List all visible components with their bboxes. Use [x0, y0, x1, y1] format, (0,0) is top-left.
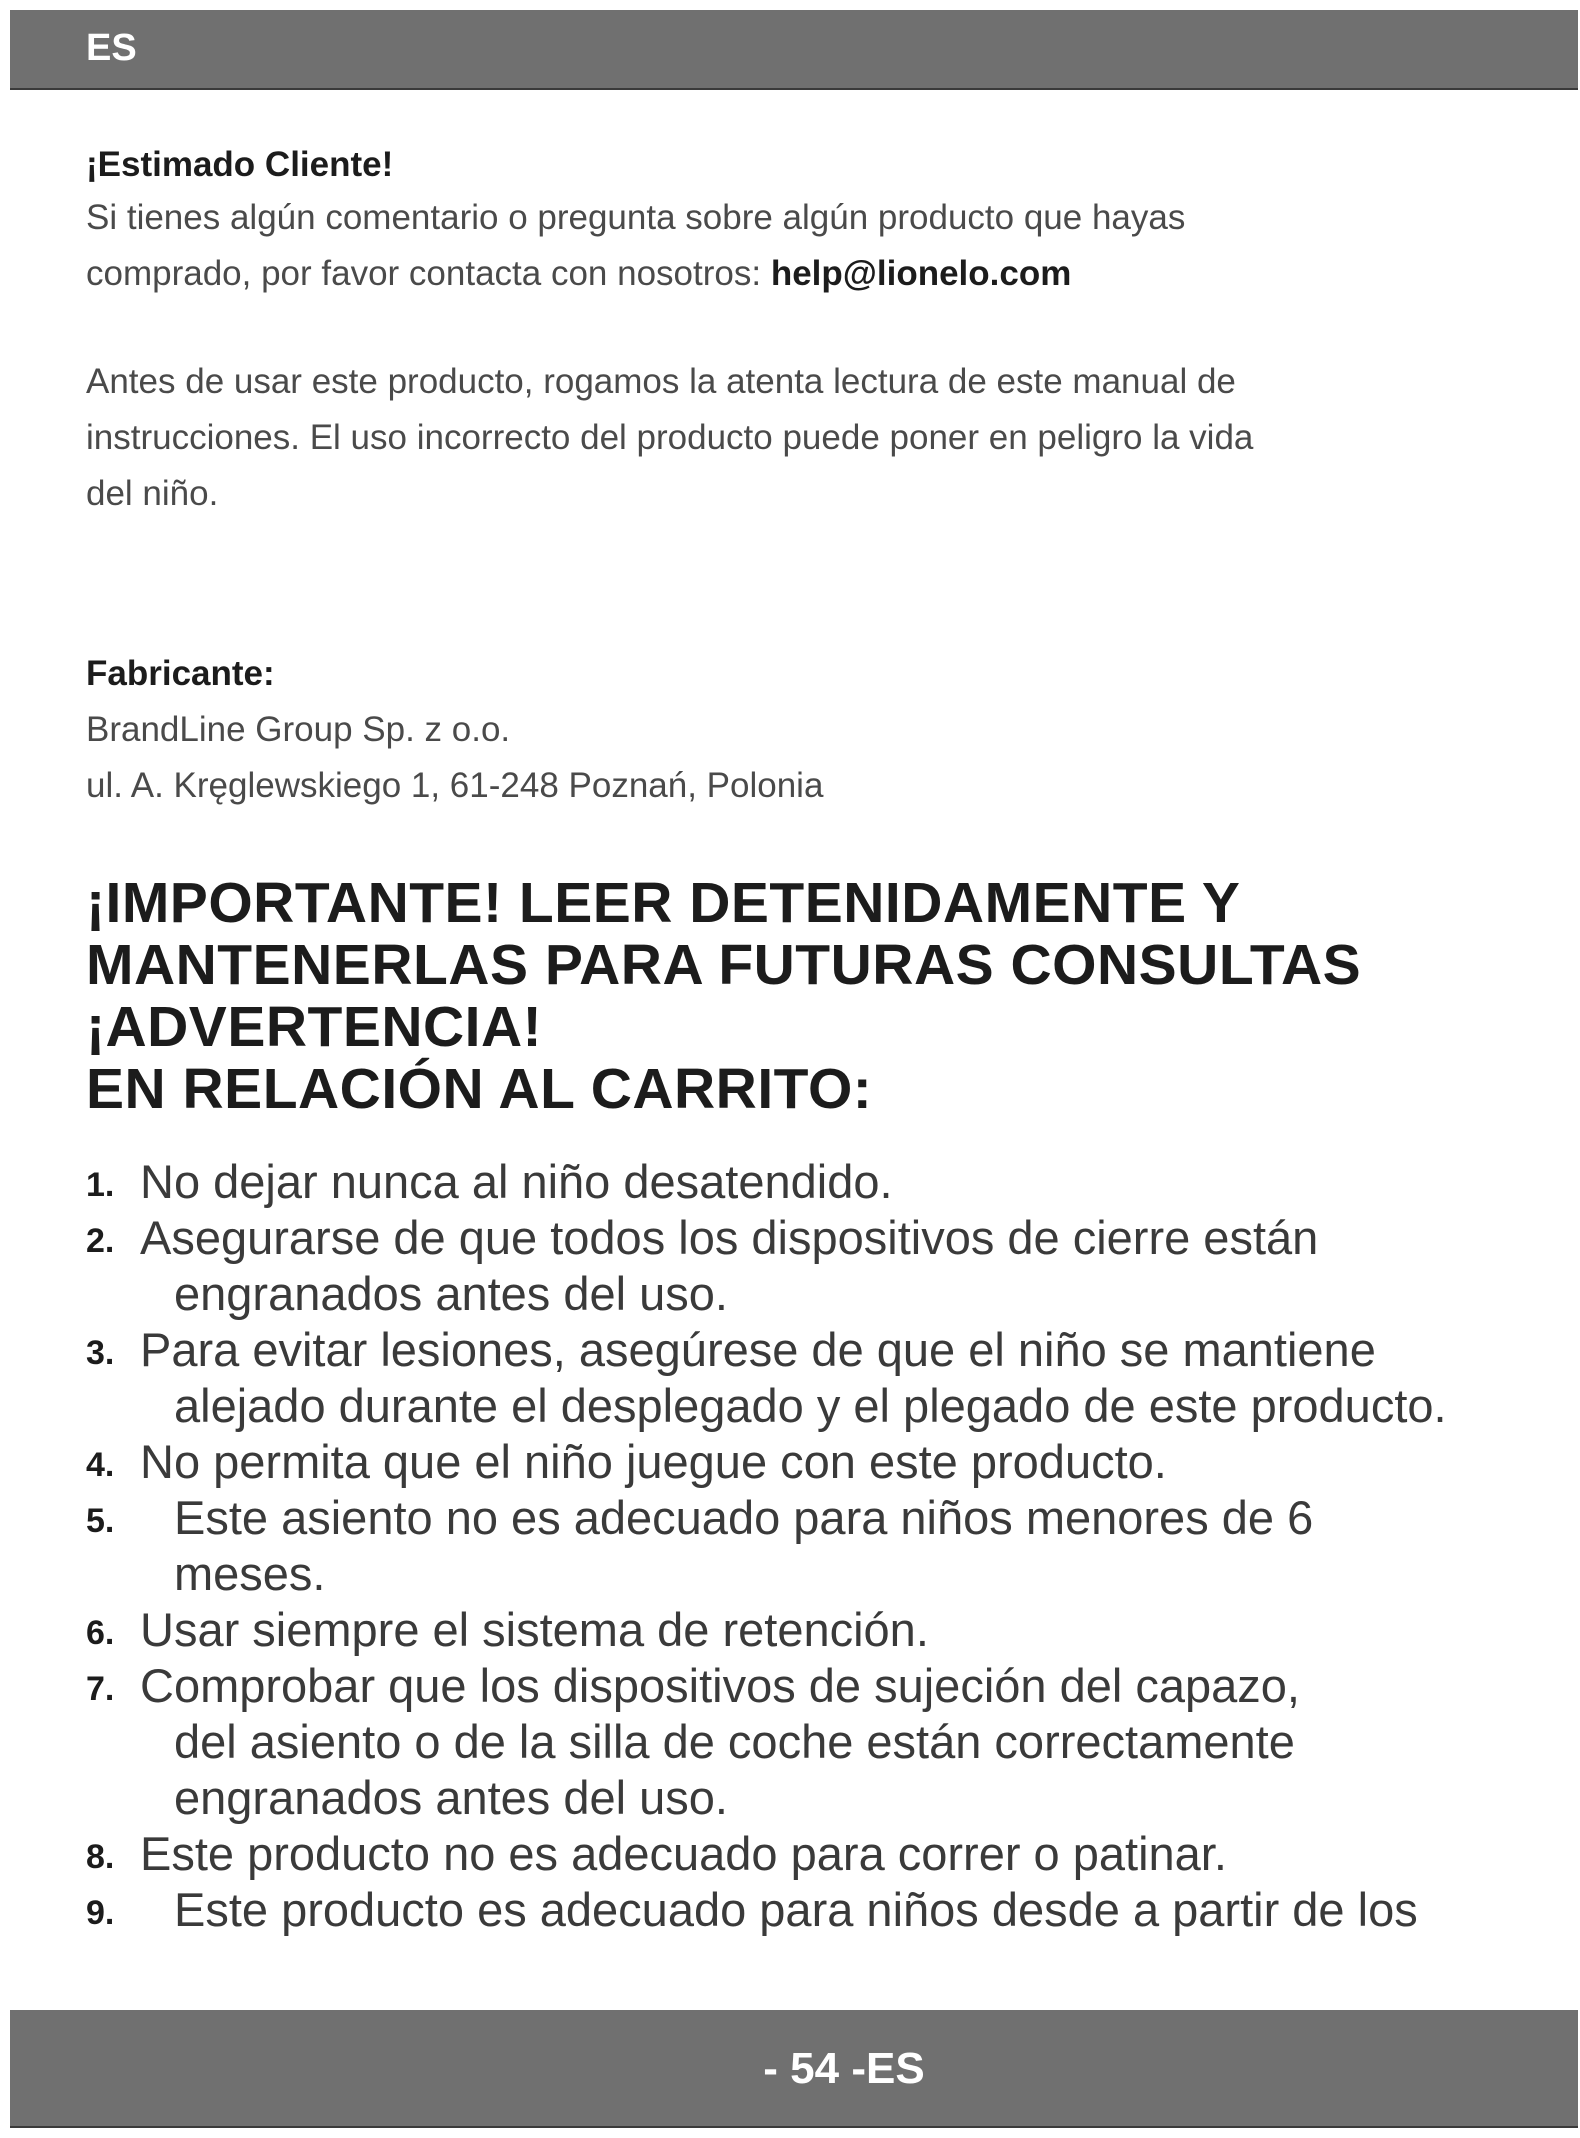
- item-number: 2.: [86, 1222, 115, 1260]
- list-item: [86, 1882, 1506, 1938]
- item-text-continued: del asiento o de la silla de coche están correctamente: [174, 1715, 1295, 1768]
- item-text: Asegurarse de que todos los dispositivos de cierre están: [140, 1211, 1319, 1264]
- warning-line-3: del niño.: [86, 474, 219, 513]
- page-content: [86, 140, 1506, 1938]
- header-bar: [10, 10, 1578, 90]
- manufacturer-address: ul. A. Kręglewskiego 1, 61-248 Poznań, Polonia: [86, 766, 824, 805]
- list-item: [86, 1210, 1506, 1322]
- safety-list: [86, 1154, 1506, 1938]
- item-number: 8.: [86, 1838, 115, 1876]
- item-number: 5.: [86, 1502, 115, 1540]
- list-item: [86, 1658, 1506, 1826]
- footer-bar: [10, 2010, 1578, 2128]
- item-number: 3.: [86, 1334, 115, 1372]
- item-number: 1.: [86, 1166, 115, 1204]
- language-label: ES: [86, 27, 137, 69]
- contact-line-1: Si tienes algún comentario o pregunta sobre algún producto que hayas: [86, 198, 1186, 237]
- list-item: [86, 1826, 1506, 1882]
- contact-line-2: comprado, por favor contacta con nosotros:: [86, 254, 771, 293]
- item-text: Este producto es adecuado para niños desde a partir de los: [174, 1883, 1418, 1936]
- heading-warning: ¡ADVERTENCIA!: [86, 995, 543, 1059]
- item-text-continued: alejado durante el desplegado y el plegado de este producto.: [174, 1379, 1447, 1432]
- list-item: [86, 1322, 1506, 1434]
- support-email: help@lionelo.com: [770, 254, 1072, 293]
- item-text: No permita que el niño juegue con este producto.: [140, 1435, 1167, 1488]
- item-number: 6.: [86, 1614, 115, 1652]
- list-item: [86, 1490, 1506, 1602]
- heading-keep: MANTENERLAS PARA FUTURAS CONSULTAS: [86, 933, 1362, 997]
- list-item: [86, 1154, 1506, 1210]
- warning-paragraph: [86, 354, 1506, 522]
- item-number: 4.: [86, 1446, 115, 1484]
- item-text: Para evitar lesiones, asegúrese de que el niño se mantiene: [140, 1323, 1376, 1376]
- item-text-continued: meses.: [174, 1547, 326, 1600]
- greeting: ¡Estimado Cliente!: [86, 145, 394, 184]
- item-text-continued: engranados antes del uso.: [174, 1267, 728, 1320]
- contact-paragraph: [86, 190, 1506, 302]
- item-text: Este producto no es adecuado para correr o patinar.: [140, 1827, 1227, 1880]
- heading-stroller: EN RELACIÓN AL CARRITO:: [86, 1057, 873, 1121]
- warning-headings: [86, 872, 1506, 1120]
- heading-important: ¡IMPORTANTE! LEER DETENIDAMENTE Y: [86, 871, 1241, 935]
- item-text: No dejar nunca al niño desatendido.: [140, 1155, 893, 1208]
- item-text: Usar siempre el sistema de retención.: [140, 1603, 929, 1656]
- list-item: [86, 1602, 1506, 1658]
- list-item: [86, 1434, 1506, 1490]
- item-text-continued: engranados antes del uso.: [174, 1771, 728, 1824]
- warning-line-2: instrucciones. El uso incorrecto del producto puede poner en peligro la vida: [86, 418, 1254, 457]
- warning-line-1: Antes de usar este producto, rogamos la atenta lectura de este manual de: [86, 362, 1236, 401]
- item-text: Comprobar que los dispositivos de sujeción del capazo,: [140, 1659, 1300, 1712]
- item-number: 9.: [86, 1894, 115, 1932]
- item-number: 7.: [86, 1670, 115, 1708]
- item-text: Este asiento no es adecuado para niños menores de 6: [174, 1491, 1314, 1544]
- page-number: - 54 -ES: [763, 2044, 925, 2093]
- manufacturer-name: BrandLine Group Sp. z o.o.: [86, 710, 511, 749]
- manufacturer-label: Fabricante:: [86, 654, 275, 693]
